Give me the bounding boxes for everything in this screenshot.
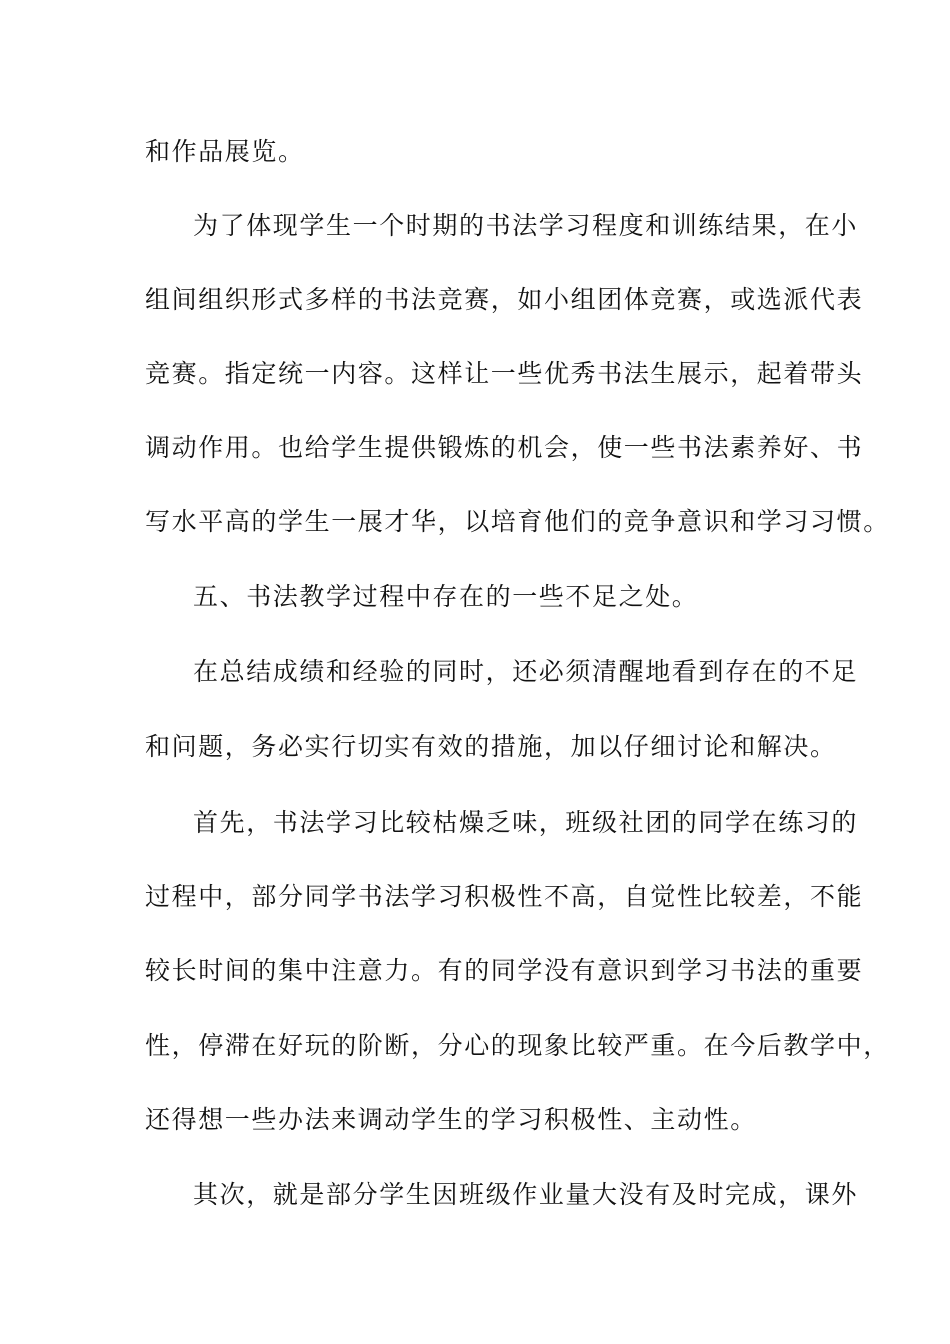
text-line: 写水平高的学生一展才华，以培育他们的竞争意识和学习习惯。: [145, 507, 890, 536]
text-line: 调动作用。也给学生提供锻炼的机会，使一些书法素养好、书: [145, 433, 864, 462]
text-line: 和作品展览。: [145, 137, 305, 166]
text-line: 还得想一些办法来调动学生的学习积极性、主动性。: [145, 1105, 757, 1134]
paragraph-start-line: 在总结成绩和经验的同时，还必须清醒地看到存在的不足: [193, 657, 859, 686]
paragraph-start-line: 首先，书法学习比较枯燥乏味，班级社团的同学在练习的: [193, 808, 859, 837]
text-line: 性，停滞在好玩的阶断，分心的现象比较严重。在今后教学中，: [145, 1031, 890, 1060]
paragraph-start-line: 为了体现学生一个时期的书法学习程度和训练结果，在小: [193, 211, 859, 240]
section-heading: 五、书法教学过程中存在的一些不足之处。: [193, 582, 699, 611]
text-line: 过程中，部分同学书法学习积极性不高，自觉性比较差，不能: [145, 882, 864, 911]
text-line: 竞赛。指定统一内容。这样让一些优秀书法生展示，起着带头: [145, 359, 864, 388]
text-line: 较长时间的集中注意力。有的同学没有意识到学习书法的重要: [145, 956, 864, 985]
paragraph-start-line: 其次，就是部分学生因班级作业量大没有及时完成，课外: [193, 1180, 859, 1209]
text-line: 和问题，务必实行切实有效的措施，加以仔细讨论和解决。: [145, 732, 837, 761]
text-line: 组间组织形式多样的书法竞赛，如小组团体竞赛，或选派代表: [145, 285, 864, 314]
